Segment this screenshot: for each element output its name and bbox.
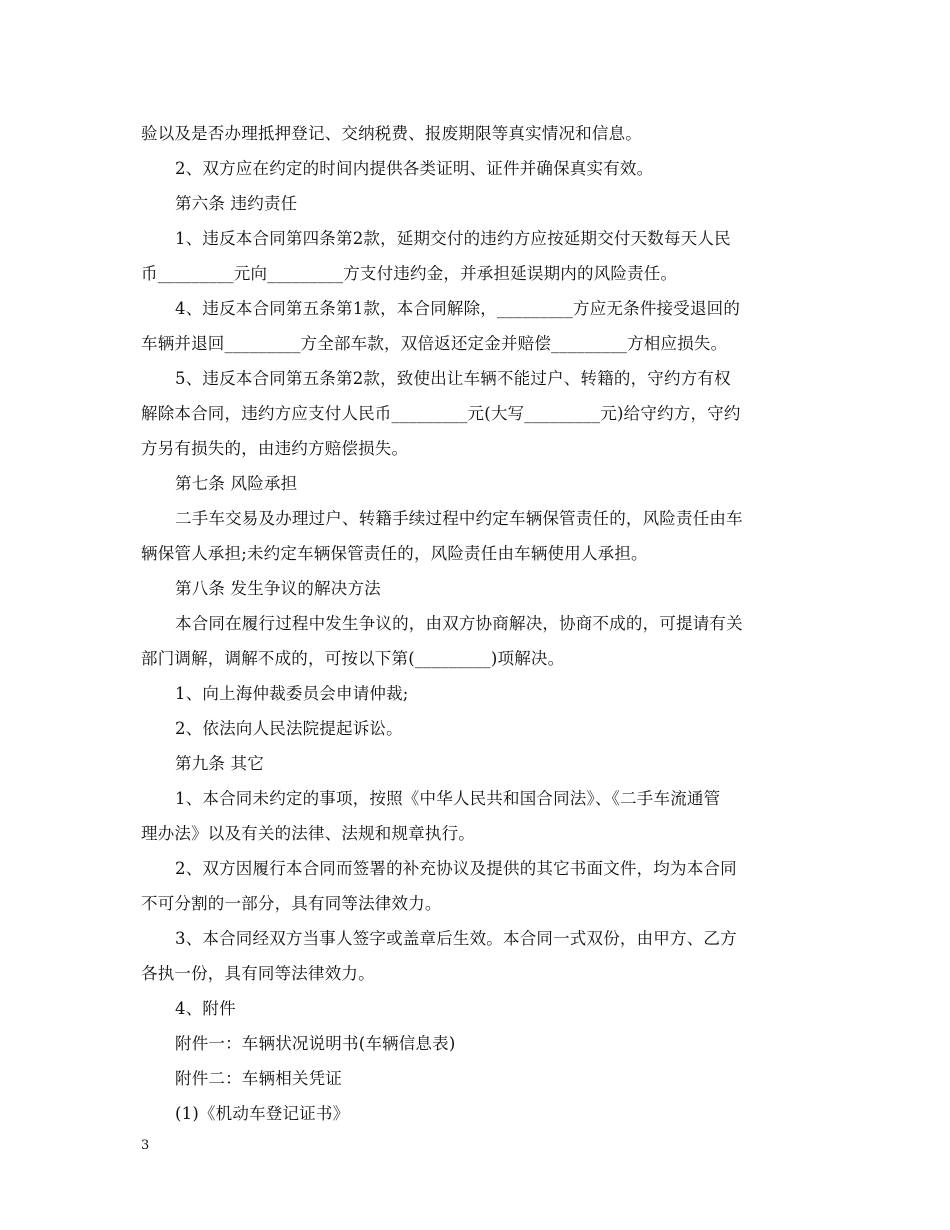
text-line: 2、双方因履行本合同而签署的补充协议及提供的其它书面文件，均为本合同 (175, 859, 737, 878)
text-line: 附件二：车辆相关凭证 (175, 1069, 342, 1088)
text-line: 币_________元向_________方支付违约金，并承担延误期内的风险责任。 (141, 264, 678, 283)
text-line: 辆保管人承担;未约定车辆保管责任的，风险责任由车辆使用人承担。 (141, 544, 648, 563)
text-line: 部门调解，调解不成的，可按以下第(_________)项解决。 (141, 649, 565, 668)
page-number: 3 (141, 1138, 150, 1153)
text-line: 1、违反本合同第四条第2款，延期交付的违约方应按延期交付天数每天人民 (175, 229, 731, 248)
text-line: 二手车交易及办理过户、转籍手续过程中约定车辆保管责任的，风险责任由车 (175, 509, 743, 528)
text-line: 理办法》以及有关的法律、法规和规章执行。 (141, 824, 475, 843)
text-line: (1)《机动车登记证书》 (175, 1104, 350, 1123)
text-line: 解除本合同，违约方应支付人民币_________元(大写_________元)给守约方，守约 (141, 404, 741, 423)
text-line: 2、依法向人民法院提起诉讼。 (175, 719, 403, 738)
text-line: 1、本合同未约定的事项，按照《中华人民共和国合同法》、《二手车流通管 (175, 789, 721, 808)
text-line: 3、本合同经双方当事人签字或盖章后生效。本合同一式双份，由甲方、乙方 (175, 929, 737, 948)
text-line: 4、附件 (175, 999, 236, 1018)
text-line: 第八条 发生争议的解决方法 (175, 579, 381, 598)
text-line: 4、违反本合同第五条第1款，本合同解除，_________方应无条件接受退回的 (175, 299, 741, 318)
text-line: 本合同在履行过程中发生争议的，由双方协商解决，协商不成的，可提请有关 (175, 614, 743, 633)
text-line: 不可分割的一部分，具有同等法律效力。 (141, 894, 442, 913)
text-line: 2、双方应在约定的时间内提供各类证明、证件并确保真实有效。 (175, 159, 654, 178)
text-line: 附件一：车辆状况说明书(车辆信息表) (175, 1034, 456, 1053)
text-line: 第九条 其它 (175, 754, 264, 773)
text-line: 5、违反本合同第五条第2款，致使出让车辆不能过户、转籍的，守约方有权 (175, 369, 731, 388)
text-line: 1、向上海仲裁委员会申请仲裁; (175, 684, 409, 703)
text-line: 第七条 风险承担 (175, 474, 298, 493)
text-line: 第六条 违约责任 (175, 194, 298, 213)
text-line: 车辆并退回_________方全部车款，双倍返还定金并赔偿_________方相应损失。 (141, 334, 728, 353)
document-body (141, 116, 811, 1131)
text-line: 各执一份，具有同等法律效力。 (141, 964, 375, 983)
text-line: 方另有损失的，由违约方赔偿损失。 (141, 439, 409, 458)
text-line: 验以及是否办理抵押登记、交纳税费、报废期限等真实情况和信息。 (141, 124, 642, 143)
